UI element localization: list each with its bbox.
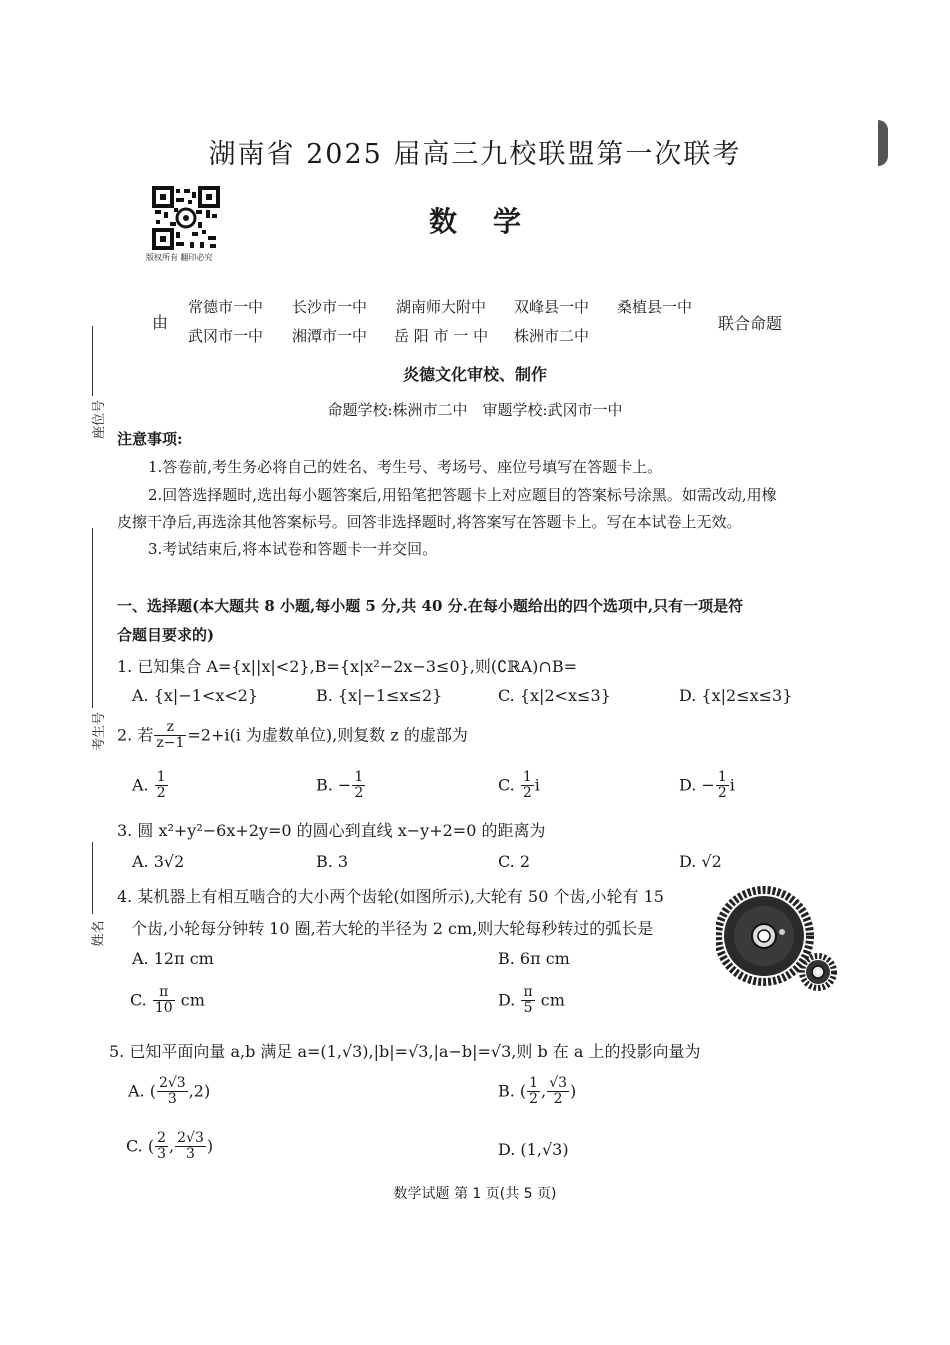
frac-num: 1 xyxy=(529,1075,539,1091)
frac-num: π xyxy=(153,985,175,1001)
question-1-stem: 1. 已知集合 A={x||x|<2},B={x|x²−2x−3≤0},则(∁ℝA)∩B= xyxy=(117,657,577,676)
school-item: 武冈市一中 xyxy=(188,327,264,345)
note-item: 3.考试结束后,将本试卷和答题卡一并交回。 xyxy=(148,540,438,558)
frac-den: 2 xyxy=(354,785,364,802)
frac-den: 2 xyxy=(717,785,727,802)
option-tail: cm xyxy=(175,990,205,1010)
option-fraction xyxy=(527,1076,540,1108)
question-4-stem: 4. 某机器上有相互啮合的大小两个齿轮(如图所示),大轮有 50 个齿,小轮有 15 xyxy=(117,887,664,906)
schools-suffix: 联合命题 xyxy=(718,314,783,333)
q2-option-a xyxy=(132,770,169,802)
option-fraction xyxy=(521,770,534,802)
frac-num: 2√3 xyxy=(158,1075,186,1091)
q5-option-b xyxy=(498,1076,576,1108)
option-tail: cm xyxy=(535,990,565,1010)
school-item: 湘潭市一中 xyxy=(292,327,368,345)
q5-option-d: D. (1,√3) xyxy=(498,1140,569,1159)
schools-prefix: 由 xyxy=(152,313,169,332)
option-label: A. xyxy=(132,775,154,795)
q2-option-b xyxy=(316,770,366,802)
school-item: 湖南师大附中 xyxy=(396,298,487,316)
frac-num: 2 xyxy=(157,1130,167,1146)
option-separator: , xyxy=(541,1081,547,1101)
question-5-stem: 5. 已知平面向量 a,b 满足 a=(1,√3),|b|=√3,|a−b|=√3,则 b 在 a 上的投影向量为 xyxy=(109,1042,701,1061)
qr-code xyxy=(152,186,220,250)
option-fraction xyxy=(716,770,729,802)
producer-line: 炎德文化审校、制作 xyxy=(402,365,547,384)
section-heading-cont: 合题目要求的) xyxy=(117,626,215,644)
frac-den: 3 xyxy=(167,1091,177,1108)
option-fraction xyxy=(155,1131,168,1163)
q5-option-c xyxy=(126,1131,213,1163)
school-item: 岳 阳 市 一 中 xyxy=(394,327,489,345)
school-item: 株洲市二中 xyxy=(514,327,590,345)
school-item: 常德市一中 xyxy=(188,298,264,316)
option-fraction xyxy=(547,1076,569,1108)
school-item: 桑植县一中 xyxy=(617,298,693,316)
school-item: 长沙市一中 xyxy=(292,298,368,316)
option-fraction xyxy=(521,985,534,1017)
frac-den: 2 xyxy=(529,1091,539,1108)
option-tail: ) xyxy=(206,1136,214,1156)
q1-option-b: B. {x|−1≤x≤2} xyxy=(316,686,443,705)
option-label: C. ( xyxy=(126,1136,155,1156)
page-edge-mark xyxy=(878,120,888,166)
q3-option-c: C. 2 xyxy=(498,852,531,871)
option-label: D. xyxy=(498,990,521,1010)
question-3-stem: 3. 圆 x²+y²−6x+2y=0 的圆心到直线 x−y+2=0 的距离为 xyxy=(117,821,546,840)
page-footer: 数学试题 第 1 页(共 5 页) xyxy=(393,1186,557,1202)
frac-den: 2 xyxy=(553,1091,563,1108)
note-item: 1.答卷前,考生务必将自己的姓名、考生号、考场号、座位号填写在答题卡上。 xyxy=(148,458,663,476)
frac-den: 10 xyxy=(154,1000,173,1017)
name-label: 姓名 xyxy=(91,920,107,947)
note-item: 2.回答选择题时,选出每小题答案后,用铅笔把答题卡上对应题目的答案标号涂黑。如需改动,用橡 xyxy=(148,486,777,504)
q4-option-c xyxy=(130,985,205,1017)
option-tail: i xyxy=(729,775,735,795)
q1-option-a: A. {x|−1<x<2} xyxy=(132,686,259,705)
option-label: C. xyxy=(130,990,152,1010)
q4-option-b: B. 6π cm xyxy=(498,949,570,968)
frac-num: 1 xyxy=(354,769,364,785)
frac-num: 1 xyxy=(717,769,727,785)
frac-num: √3 xyxy=(549,1075,568,1091)
option-fraction xyxy=(155,770,168,802)
q3-option-a: A. 3√2 xyxy=(132,852,185,871)
option-fraction xyxy=(175,1131,206,1163)
frac-num: π xyxy=(523,984,533,1000)
q2-stem-prefix: 2. 若 xyxy=(117,725,154,745)
q2-option-d xyxy=(679,770,735,802)
q1-option-d: D. {x|2≤x≤3} xyxy=(679,686,793,705)
option-fraction xyxy=(153,985,175,1017)
option-label: A. ( xyxy=(128,1081,156,1101)
frac-den: 5 xyxy=(523,1000,533,1017)
qr-caption: 版权所有 翻印必究 xyxy=(146,253,213,262)
seat-line xyxy=(92,326,93,396)
option-fraction xyxy=(352,770,365,802)
option-tail: i xyxy=(534,775,540,795)
frac-den: 2 xyxy=(522,785,532,802)
large-gear xyxy=(718,890,810,982)
q4-option-a: A. 12π cm xyxy=(132,949,214,968)
school-item: 双峰县一中 xyxy=(514,298,590,316)
q3-option-d: D. √2 xyxy=(679,852,722,871)
q2-frac-num: z xyxy=(154,720,186,736)
frac-den: 3 xyxy=(157,1146,167,1163)
exam-no-label: 考生号 xyxy=(92,711,108,752)
q2-option-c xyxy=(498,770,540,802)
q2-stem-suffix: =2+i(i 为虚数单位),则复数 z 的虚部为 xyxy=(187,725,468,745)
option-label: B. ( xyxy=(498,1081,527,1101)
note-item: 皮擦干净后,再选涂其他答案标号。回答非选择题时,将答案写在答题卡上。写在本试卷上无效。 xyxy=(117,513,742,531)
option-separator: , xyxy=(169,1136,175,1156)
option-label: C. xyxy=(498,775,520,795)
option-tail: ) xyxy=(570,1081,577,1101)
option-fraction xyxy=(157,1076,188,1108)
q1-option-c: C. {x|2<x≤3} xyxy=(498,686,611,705)
name-line xyxy=(92,842,93,914)
frac-num: 1 xyxy=(522,769,532,785)
frac-den: 2 xyxy=(156,785,166,802)
option-label: B. − xyxy=(316,775,352,795)
section-heading: 一、选择题(本大题共 8 小题,每小题 5 分,共 40 分.在每小题给出的四个选项中,只有一项是符 xyxy=(117,597,744,615)
small-gear xyxy=(802,956,834,988)
authors-line: 命题学校:株洲市二中 审题学校:武冈市一中 xyxy=(327,401,623,419)
q3-option-b: B. 3 xyxy=(316,852,349,871)
exam-no-line xyxy=(92,528,93,708)
option-label: D. − xyxy=(679,775,715,795)
gears-illustration xyxy=(716,886,838,998)
exam-title: 湖南省 2025 届高三九校联盟第一次联考 xyxy=(208,139,742,170)
question-2-stem xyxy=(117,720,468,752)
q2-fraction xyxy=(154,720,186,752)
frac-num: 2√3 xyxy=(177,1130,204,1146)
frac-den: 3 xyxy=(186,1146,195,1163)
seat-label: 座位号 xyxy=(92,399,108,440)
q5-option-a xyxy=(128,1076,210,1108)
question-4-stem-cont: 个齿,小轮每分钟转 10 圈,若大轮的半径为 2 cm,则大轮每秒转过的弧长是 xyxy=(131,919,654,938)
q4-option-d xyxy=(498,985,565,1017)
subject-heading: 数学 xyxy=(428,205,557,238)
q2-frac-den: z−1 xyxy=(156,735,185,752)
frac-num: 1 xyxy=(156,769,166,785)
option-tail: ,2) xyxy=(188,1081,211,1101)
notes-heading: 注意事项: xyxy=(117,430,183,448)
